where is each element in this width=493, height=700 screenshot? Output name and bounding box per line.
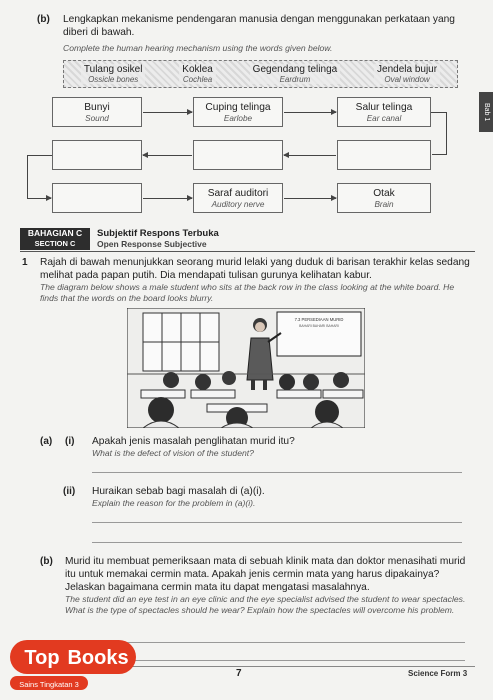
section-c-badge: BAHAGIAN C SECTION C xyxy=(20,228,90,250)
svg-text:Sains Tingkatan 3: Sains Tingkatan 3 xyxy=(19,680,79,689)
flow-arrow xyxy=(143,155,192,156)
answer-line[interactable] xyxy=(92,472,462,473)
answer-box[interactable] xyxy=(193,140,283,170)
word-bank-item: Jendela bujur Oval window xyxy=(374,64,440,84)
flow-box-sound: Bunyi Sound xyxy=(52,97,142,127)
word-bank-item: Koklea Cochlea xyxy=(179,64,216,84)
part-b2-en: The student did an eye test in an eye clinic and the eye specialist advised the student to wear spectacles. What is the type of spectacles should he wear? Explain how the spectacles will overcome his problem. xyxy=(65,594,466,615)
flow-arrow xyxy=(143,112,192,113)
word-bank xyxy=(63,60,458,88)
connector-line xyxy=(27,155,52,156)
part-a-ii-en: Explain the reason for the problem in (a)(i). xyxy=(92,498,256,508)
part-a-i-ms: Apakah jenis masalah penglihatan murid itu? xyxy=(92,436,295,447)
connector-line xyxy=(431,112,447,113)
flow-arrow xyxy=(284,155,336,156)
flow-arrow xyxy=(143,198,192,199)
part-a-i-label: (i) xyxy=(65,436,75,447)
section-c-title-ms: Subjektif Respons Terbuka xyxy=(97,228,219,239)
board-text: 7.3 PERSEDIAAN MURID xyxy=(294,317,344,322)
part-a-label: (a) xyxy=(40,436,53,447)
flow-box-earlobe: Cuping telinga Earlobe xyxy=(193,97,283,127)
part-a-ii-label: (ii) xyxy=(63,486,76,497)
part-b-instruction-en: Complete the human hearing mechanism using the words given below. xyxy=(63,43,333,53)
section-c-title-en: Open Response Subjective xyxy=(97,239,207,249)
subject-label: Science Form 3 xyxy=(408,669,468,678)
connector-line xyxy=(27,155,28,198)
part-b2-label: (b) xyxy=(40,556,53,567)
svg-text:BAHARI BAHARI BAHARI: BAHARI BAHARI BAHARI xyxy=(299,324,339,328)
part-b2-ms: Murid itu membuat pemeriksaan mata di sebuah klinik mata dan doktor menasihati murid itu untuk memakai cermin mata. Apakah jenis cermin mata yang harus dipakainya? Jelaskan bagaimana cermin mata itu dapat mengatasi masalahnya. xyxy=(65,556,466,593)
flow-box-ear-canal: Salur telinga Ear canal xyxy=(337,97,431,127)
word-bank-item: Tulang osikel Ossicle bones xyxy=(81,64,146,84)
answer-box[interactable] xyxy=(52,183,142,213)
part-a-i-en: What is the defect of vision of the student? xyxy=(92,448,254,458)
chapter-side-tab: Bab 1 xyxy=(479,92,493,132)
word-bank-item: Gegendang telinga Eardrum xyxy=(250,64,341,84)
part-b-label: (b) xyxy=(37,14,50,25)
svg-text:Books: Books xyxy=(67,647,129,669)
part-a-ii-ms: Huraikan sebab bagi masalah di (a)(i). xyxy=(92,486,265,497)
connector-line xyxy=(432,154,447,155)
answer-box[interactable] xyxy=(337,140,431,170)
question-stem-en: The diagram below shows a male student who sits at the back row in the class looking at the white board. He finds that the words on the board looks blurry. xyxy=(40,282,455,303)
flow-box-brain: Otak Brain xyxy=(337,183,431,213)
answer-line[interactable] xyxy=(92,522,462,523)
section-divider xyxy=(20,251,475,252)
question-stem-ms: Rajah di bawah menunjukkan seorang murid lelaki yang duduk di barisan terakhir kelas sedang melihat pada papan putih. Dia mendapati tulisan gurunya kelihatan kabur. xyxy=(40,257,470,281)
answer-line[interactable] xyxy=(92,542,462,543)
part-b-instruction-ms: Lengkapkan mekanisme pendengaran manusia dengan menggunakan perkataan yang diberi di bawah. xyxy=(63,14,455,38)
flow-box-auditory-nerve: Saraf auditori Auditory nerve xyxy=(193,183,283,213)
svg-text:Top: Top xyxy=(24,647,60,669)
classroom-illustration xyxy=(127,308,365,428)
question-number: 1 xyxy=(22,257,28,268)
page-number: 7 xyxy=(236,668,242,679)
answer-box[interactable] xyxy=(52,140,142,170)
topbooks-logo xyxy=(8,636,138,694)
connector-line xyxy=(446,112,447,154)
flow-arrow xyxy=(284,198,336,199)
flow-arrow xyxy=(27,198,51,199)
flow-arrow xyxy=(284,112,336,113)
